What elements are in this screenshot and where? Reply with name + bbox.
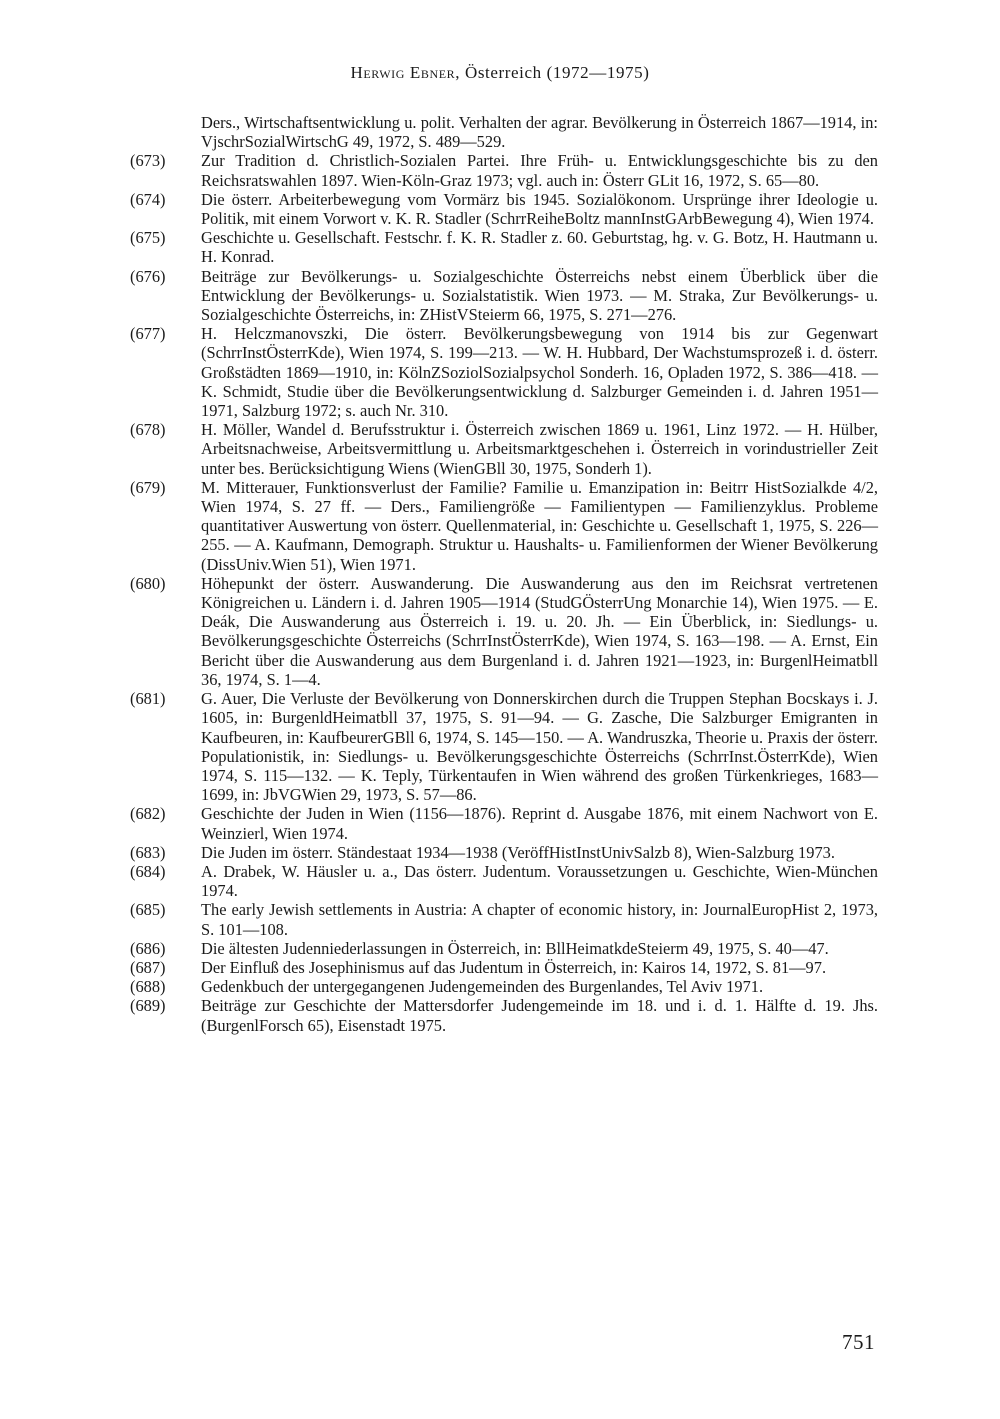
entry-687: [130, 958, 878, 977]
entry-text: Geschichte u. Gesellschaft. Festschr. f. K. R. Stadler z. 60. Geburtstag, hg. v. G. Botz, H. Hautmann u. H. Konrad.: [201, 228, 878, 267]
entry-text: Beiträge zur Geschichte der Mattersdorfer Judengemeinde im 18. und i. d. 1. Hälfte d. 19. Jhs. (BurgenlForsch 65), Eisenstadt 1975.: [201, 996, 878, 1035]
entry-text: Die ältesten Judenniederlassungen in Österreich, in: BllHeimatkdeSteierm 49, 1975, S. 40—47.: [201, 938, 829, 958]
entry-686: [130, 939, 878, 958]
entry-675: [130, 228, 878, 266]
entry-number: (683): [130, 842, 166, 862]
entry-text: H. Helczmanovszki, Die österr. Bevölkerungsbewegung von 1914 bis zur Gegenwart (SchrrInstÖsterrKde), Wien 1974, S. 199—213. — W. H. Hubbard, Der Wachstumsprozeß i. d. österr. Großstädten 1869—1910, in: KölnZSoziolSozialpsychol Sonderh. 16, Opladen 1972, S. 386—418. — K. Schmidt, Studie über die Bevölkerungsentwicklung d. Salzburger Gemeinden i. d. Jahren 1951—1971, Salzburg 1972; s. auch Nr. 310.: [201, 324, 878, 421]
entry-number: (687): [130, 957, 166, 977]
entry-number: (674): [130, 189, 166, 209]
entry-number: (673): [130, 151, 166, 171]
entry-number: (677): [130, 324, 166, 344]
entry-number: (688): [130, 977, 166, 997]
entry-number: (684): [130, 861, 166, 881]
entry-677: [130, 324, 878, 420]
entry-number: (678): [130, 420, 166, 440]
page-number: 751: [842, 1330, 875, 1354]
entry-674: [130, 190, 878, 228]
entry-682: [130, 804, 878, 842]
entry-text: M. Mitterauer, Funktionsverlust der Familie? Familie u. Emanzipation in: Beitrr HistSozialkde 4/2, Wien 1974, S. 27 ff. — Ders., Familiengröße — Familientypen — Familienzyklus. Probleme quantitativer Auswertung von österr. Quellenmaterial, in: Geschichte u. Gesellschaft 1, 1975, S. 226—255. — A. Kaufmann, Demograph. Struktur u. Haushalts- u. Familienformen der Wiener Bevölkerung (DissUniv.Wien 51), Wien 1971.: [201, 477, 878, 574]
entry-text: Geschichte der Juden in Wien (1156—1876). Reprint d. Ausgabe 1876, mit einem Nachwort von E. Weinzierl, Wien 1974.: [201, 804, 878, 843]
entry-684: [130, 862, 878, 900]
entry-text: Höhepunkt der österr. Auswanderung. Die Auswanderung aus den im Reichsrat vertretenen Königreichen u. Ländern i. d. Jahren 1905—1914 (StudGÖsterrUng Monarchie 14), Wien 1975. — E. Deák, Die Auswanderung aus Österreich i. 19. u. 20. Jh. — Ein Überblick, in: Siedlungs- u. Bevölkerungsgeschichte Österreichs (SchrrInstÖsterrKde), Wien 1974, S. 163—198. — A. Ernst, Ein Bericht über die Auswanderung aus dem Burgenland i. d. Jahren 1921—1923, in: BurgenlHeimatbll 36, 1974, S. 1—4.: [201, 573, 878, 689]
entry-number: (681): [130, 689, 166, 709]
running-head: [0, 63, 1000, 83]
running-head-author: Herwig Ebner: [350, 63, 456, 82]
entry-text: H. Möller, Wandel d. Berufsstruktur i. Österreich zwischen 1869 u. 1961, Linz 1972. — H. Hülber, Arbeitsnachweise, Arbeitsvermittlung u. Arbeitsmarktgeschehen i. Österreich in vorindustrieller Zeit unter bes. Berücksichtigung Wiens (WienGBll 30, 1975, Sonderh 1).: [201, 420, 878, 478]
entry-number: (686): [130, 938, 166, 958]
entry-text: G. Auer, Die Verluste der Bevölkerung von Donnerskirchen durch die Truppen Stephan Bocskays i. J. 1605, in: BurgenldHeimatbll 37, 1975, S. 91—94. — G. Zasche, Die Salzburger Emigranten in Kaufbeuren, in: KaufbeurerGBll 6, 1974, S. 145—150. — A. Wandruszka, Theorie u. Praxis der österr. Populationistik, in: Siedlungs- u. Bevölkerungsgeschichte Österreichs (SchrrInst.ÖsterrKde), Wien 1974, S. 115—132. — K. Teply, Türkentaufen in Wien während des großen Türkenkrieges, 1683—1699, in: JbVGWien 29, 1973, S. 57—86.: [201, 689, 878, 805]
entry-number: (679): [130, 477, 166, 497]
entry-681: [130, 689, 878, 804]
entry-text: The early Jewish settlements in Austria: A chapter of economic history, in: JournalEuropHist 2, 1973, S. 101—108.: [201, 900, 878, 939]
entry-number: (689): [130, 996, 166, 1016]
entry-number: (685): [130, 900, 166, 920]
entry-688: [130, 977, 878, 996]
entry-689: [130, 996, 878, 1034]
bibliography-list: [130, 113, 878, 1035]
entry-685: [130, 900, 878, 938]
entry-number: (680): [130, 573, 166, 593]
entry-text: Die Juden im österr. Ständestaat 1934—1938 (VeröffHistInstUnivSalzb 8), Wien-Salzburg 1973.: [201, 842, 835, 862]
entry-680: [130, 574, 878, 689]
entry-number: (675): [130, 228, 166, 248]
entry-678: [130, 420, 878, 478]
entry-text: Die österr. Arbeiterbewegung vom Vormärz bis 1945. Sozialökonom. Ursprünge ihrer Ideologie u. Politik, mit einem Vorwort v. K. R. Stadler (SchrrReiheBoltz mannInstGArbBewegung 4), Wien 1974.: [201, 189, 878, 229]
running-head-title: , Österreich (1972—1975): [455, 63, 650, 82]
entry-number: (682): [130, 804, 166, 824]
entry-676: [130, 267, 878, 325]
entry-number: (676): [130, 266, 166, 286]
continued-entry: Ders., Wirtschaftsentwicklung u. polit. Verhalten der agrar. Bevölkerung in Österreich 1867—1914, in: VjschrSozialWirtschG 49, 1972, S. 489—529.: [201, 113, 878, 152]
entry-text: Gedenkbuch der untergegangenen Judengemeinden des Burgenlandes, Tel Aviv 1971.: [201, 977, 764, 997]
entry-683: [130, 843, 878, 862]
entry-text: A. Drabek, W. Häusler u. a., Das österr. Judentum. Voraussetzungen u. Geschichte, Wien-München 1974.: [201, 861, 878, 901]
entry-text: Beiträge zur Bevölkerungs- u. Sozialgeschichte Österreichs nebst einem Überblick über die Entwicklung der Bevölkerungs- u. Sozialstatistik. Wien 1973. — M. Straka, Zur Bevölkerungs- u. Sozialgeschichte Österreichs, in: ZHistVSteierm 66, 1975, S. 271—276.: [201, 266, 878, 325]
entry-673: [130, 151, 878, 189]
entry-text: Zur Tradition d. Christlich-Sozialen Partei. Ihre Früh- u. Entwicklungsgeschichte bis zu den Reichsratswahlen 1897. Wien-Köln-Graz 1973; vgl. auch in: Österr GLit 16, 1972, S. 65—80.: [201, 151, 878, 190]
entry-679: [130, 478, 878, 574]
entry-text: Der Einfluß des Josephinismus auf das Judentum in Österreich, in: Kairos 14, 1972, S. 81—97.: [201, 957, 827, 977]
